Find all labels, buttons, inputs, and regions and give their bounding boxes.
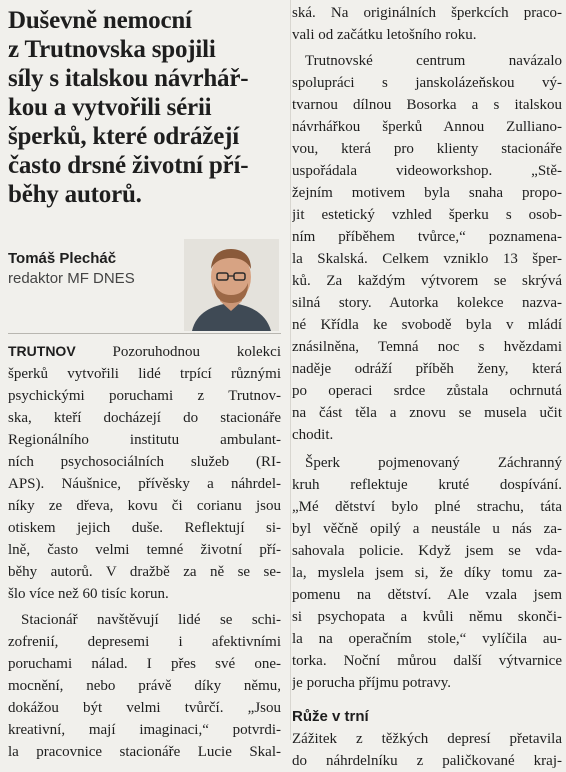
text-line: kreativní, mají imaginaci,“ potvrdi- [8, 722, 281, 738]
text-line: znásilněna, Temná noc s hvězdami [292, 339, 562, 355]
author-name: Tomáš Plecháč [8, 250, 117, 267]
text-line: vou, která pro klienty stacionáře [292, 141, 562, 157]
text-line: šlo více než 60 tisíc korun. [8, 586, 169, 602]
right-column [292, 2, 562, 772]
text-line: la na operačním stole,“ vylíčila au- [292, 631, 562, 647]
text-line: po operaci srdce zůstala ochrnutá [292, 383, 562, 399]
text-line: zofrenií, depresemi i afektivními [8, 634, 281, 650]
paragraph [292, 452, 562, 694]
text-line: otiskem jejich duše. Reflektují si- [8, 520, 281, 536]
text-line: chodit. [292, 427, 334, 443]
headline-line: šperků, které odrážejí [8, 123, 239, 150]
text-line: uspořádala videoworkshop. „Stě- [292, 163, 562, 179]
text-line: psychickými poruchami z Trutnov- [8, 388, 281, 404]
byline [8, 239, 281, 327]
text-line: ska, kteří docházejí do stacionáře [8, 410, 281, 426]
left-column [8, 4, 281, 763]
text-line: kruh reflektuje kruté dospívání. [292, 477, 562, 493]
headline-line: síly s italskou návrhář- [8, 65, 249, 92]
text-line: la pracovnice stacionáře Lucie Skal- [8, 744, 281, 760]
paragraph [292, 728, 562, 772]
headline-line: běhy autorů. [8, 181, 142, 208]
text-line: je porucha příjmu potravy. [292, 675, 451, 691]
text-line: mocnění, nebo právě díky němu, [8, 678, 281, 694]
headline [8, 6, 281, 209]
text-line: dokážou být velmi tvůrčí. „Jsou [8, 700, 281, 716]
subheading: Růže v trní [292, 708, 369, 725]
headline-line: často drsné životní pří- [8, 152, 249, 179]
text-line: né Křídla ke svobodě byla v mládí [292, 317, 562, 333]
text-line: běhy autorů. V dražbě za ně se se- [8, 564, 281, 580]
text-line: tvarnou dílnou Bosorka a s italskou [292, 97, 562, 113]
text-line: si psychopata a kvůli němu skonči- [292, 609, 562, 625]
text-line: pomenu na dětství. Ale vzala jsem [292, 587, 562, 603]
text-line: ků. Za každým výtvorem se skrývá [292, 273, 562, 289]
text-line: „Mé dětství bylo plné strachu, táta [292, 499, 562, 515]
text-line: poruchami nálad. I přes své one- [8, 656, 281, 672]
text-line: šperků vytvořili lidé trpící různými [8, 366, 281, 382]
text-line: naděje odráží příběh ženy, která [292, 361, 562, 377]
text-line: ská. Na originálních šperkcích praco- [292, 5, 562, 21]
text-line: Zážitek z těžkých depresí přetavila [292, 731, 562, 747]
headline-line: z Trutnovska spojili [8, 36, 216, 63]
text-line: silná story. Autorka kolekce nazva- [292, 295, 562, 311]
text-fragment: Pozoruhodnou kolekci [75, 344, 281, 360]
author-role: redaktor MF DNES [8, 270, 135, 287]
column-divider [290, 0, 291, 740]
author-portrait-image [184, 239, 279, 331]
text-line: ních psychosociálních služeb (RI- [8, 454, 281, 470]
text-line: la Skalská. Celkem vzniklo 13 šper- [292, 251, 562, 267]
text-line: na část těla a znovu se musela učit [292, 405, 562, 421]
text-line: ním příběhem tvůrce,“ poznamena- [292, 229, 562, 245]
text-line: níky ze dřeva, kovu či corianu jsou [8, 498, 281, 514]
text-line: vali od začátku letošního roku. [292, 27, 477, 43]
text-line: do náhrdelníku z paličkované kraj- [292, 753, 562, 769]
text-line: sahovala policie. Když jsem se vda- [292, 543, 562, 559]
headline-line: kou a vytvořili sérii [8, 94, 212, 121]
text-line [8, 340, 281, 363]
text-line: torka. Noční můrou další výtvarnice [292, 653, 562, 669]
text-line: návrhářkou šperků Annou Zulliano- [292, 119, 562, 135]
paragraph [292, 50, 562, 446]
text-line: la, myslela jsem si, že díky tomu za- [292, 565, 562, 581]
author-photo [184, 239, 279, 331]
dateline: TRUTNOV [8, 343, 76, 359]
text-line: Regionálního institutu ambulant- [8, 432, 281, 448]
text-line: APS). Náušnice, přívěsky a náhrdel- [8, 476, 281, 492]
text-line: Stacionář navštěvují lidé se schi- [21, 612, 281, 628]
text-line: spolupráci s janskolázeňskou vý- [292, 75, 562, 91]
text-line: Trutnovské centrum navázalo [305, 53, 562, 69]
text-line: lně, často velmi temné životní pří- [8, 542, 281, 558]
text-line: byl věčně opilý a neustále u nás za- [292, 521, 562, 537]
headline-line: Duševně nemocní [8, 7, 192, 34]
paragraph [292, 2, 562, 46]
text-line: Šperk pojmenovaný Záchranný [305, 455, 562, 471]
text-line: žejním motivem byla snaha propo- [292, 185, 562, 201]
lead-paragraph [8, 340, 281, 605]
divider [8, 333, 281, 334]
text-line: jit estetický vzhled šperku s osob- [292, 207, 562, 223]
